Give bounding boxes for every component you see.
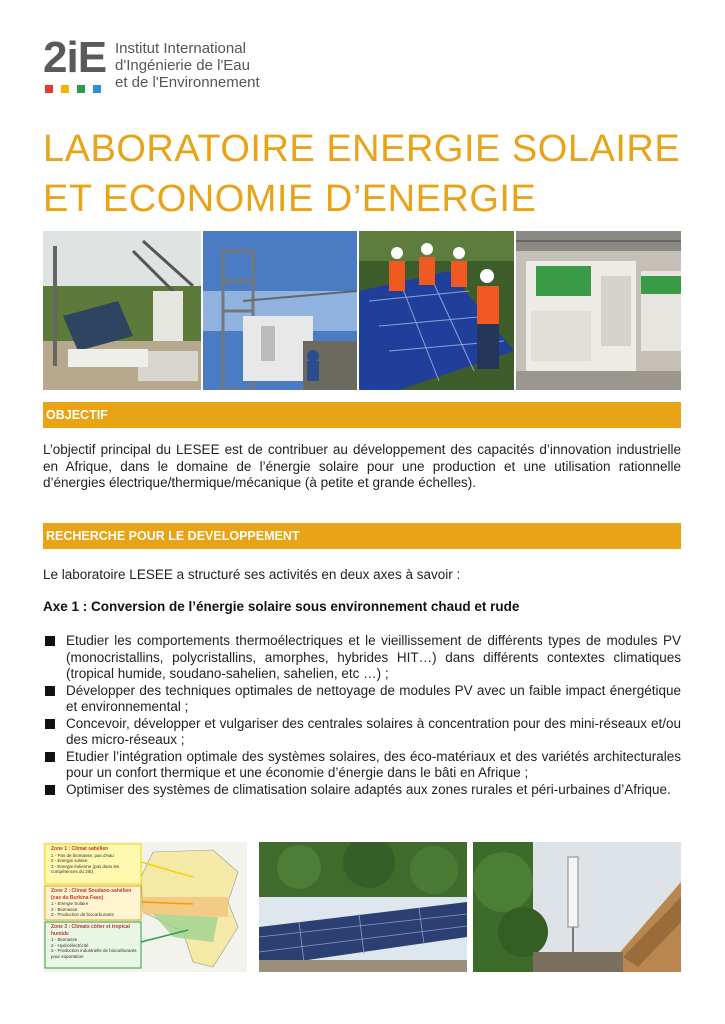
list-item: [43, 749, 681, 782]
list-item: [43, 716, 681, 749]
map-zone-item: 3 - Production industrielle de biocarburants pour exportation: [51, 948, 137, 959]
list-item: [43, 633, 681, 683]
list-item-text: Concevoir, développer et vulgariser des centrales solaires à concentration pour des mini-réseaux et/ou des micro-réseaux ;: [66, 715, 681, 747]
workers-installing-panels-photo: [359, 231, 514, 390]
axe1-title: Axe 1 : Conversion de l’énergie solaire sous environnement chaud et rude: [43, 599, 520, 614]
institution-logo: [43, 33, 303, 98]
map-zone-2-legend: [49, 886, 139, 920]
map-zone-item: 1 - Energie Solaire: [51, 901, 89, 906]
map-zone-item: 3 - Energie éolienne (pas dans les compétences du 2iE): [51, 863, 120, 874]
list-item-text: Optimiser des systèmes de climatisation solaire adaptés aux zones rurales et péri-urbaines d’Afrique.: [66, 781, 671, 797]
bullet-square-icon: [45, 719, 55, 729]
list-item: [43, 782, 681, 799]
map-zone-3-legend: [49, 922, 139, 961]
section-heading-objectif: OBJECTIF: [43, 402, 681, 428]
map-zone-item: 3 - Production de biocarburants: [51, 912, 114, 917]
bullet-square-icon: [45, 636, 55, 646]
logo-dot-green: [77, 85, 85, 93]
solar-tower-photo: [473, 842, 681, 972]
map-zone-item: 2 - Biomasse: [51, 906, 78, 912]
climate-zones-map: [43, 842, 247, 972]
map-zone-item: 1 - Biomasse: [51, 937, 78, 942]
logo-line: d'Ingénierie de l'Eau: [115, 57, 250, 74]
list-item: [43, 683, 681, 716]
solar-farm-photo: [259, 842, 467, 972]
logo-dot-red: [45, 85, 53, 93]
page-title-line: ET ECONOMIE D’ENERGIE: [43, 178, 537, 220]
objectif-paragraph: L’objectif principal du LESEE est de contribuer au développement des capacités d’innovation industrielle en Afrique, dans le domaine de l’énergie solaire pour une production et une utilisation rationnelle d’énergies électrique/thermique/mécanique (à petite et grande échelles).: [43, 442, 681, 490]
logo-color-dots: [45, 85, 101, 93]
map-zone-title: Zone 1 : Climat sahélien: [51, 846, 109, 852]
list-item-text: Etudier l’intégration optimale des systèmes solaires, des éco-matériaux et des variétés architecturales pour un confort thermique et une économie d’énergie dans le bâti en Afrique ;: [66, 748, 681, 780]
logo-institution-name: [115, 40, 260, 91]
bullet-square-icon: [45, 686, 55, 696]
bullet-square-icon: [45, 752, 55, 762]
map-zone-title: Zone 2 : Climat Soudano-sahélien (cas du Burkina Faso): [51, 888, 132, 901]
section-heading-recherche: RECHERCHE POUR LE DEVELOPPEMENT: [43, 523, 681, 549]
bullet-square-icon: [45, 785, 55, 795]
logo-line: et de l'Environnement: [115, 74, 260, 91]
axe1-bullet-list: [43, 633, 681, 798]
photo-strip: [43, 231, 681, 390]
page-title-line: LABORATOIRE ENERGIE SOLAIRE: [43, 128, 681, 170]
map-zone-1-legend: [49, 844, 139, 877]
map-zone-item: 2 - Energie solaire: [51, 858, 88, 863]
logo-dot-yellow: [61, 85, 69, 93]
solar-tower-construction-photo: [203, 231, 357, 390]
map-zone-item: 2 - Hydroélectricité: [51, 942, 89, 948]
logo-dot-blue: [93, 85, 101, 93]
recherche-intro: Le laboratoire LESEE a structuré ses activités en deux axes à savoir :: [43, 567, 461, 582]
map-zone-item: 1 - Pas de biomasse, pas d'eau: [51, 852, 114, 858]
solar-tracker-photo: [43, 231, 201, 390]
logo-line: Institut International: [115, 40, 246, 57]
logo-mark: 2iE: [43, 33, 107, 82]
list-item-text: Développer des techniques optimales de nettoyage de modules PV avec un faible impact énergétique et environnemental ;: [66, 682, 681, 714]
list-item-text: Etudier les comportements thermoélectriques et le vieillissement de différents types de modules PV (monocristallins, polycristallins, amorphes, hybrides HIT…) dans différents contextes climatiques (tropical humide, soudano-sahelien, sahelien, etc …) ;: [66, 633, 681, 681]
generators-photo: [516, 231, 681, 390]
map-zone-title: Zone 3 : Climats côtier et tropical humide: [51, 924, 130, 937]
